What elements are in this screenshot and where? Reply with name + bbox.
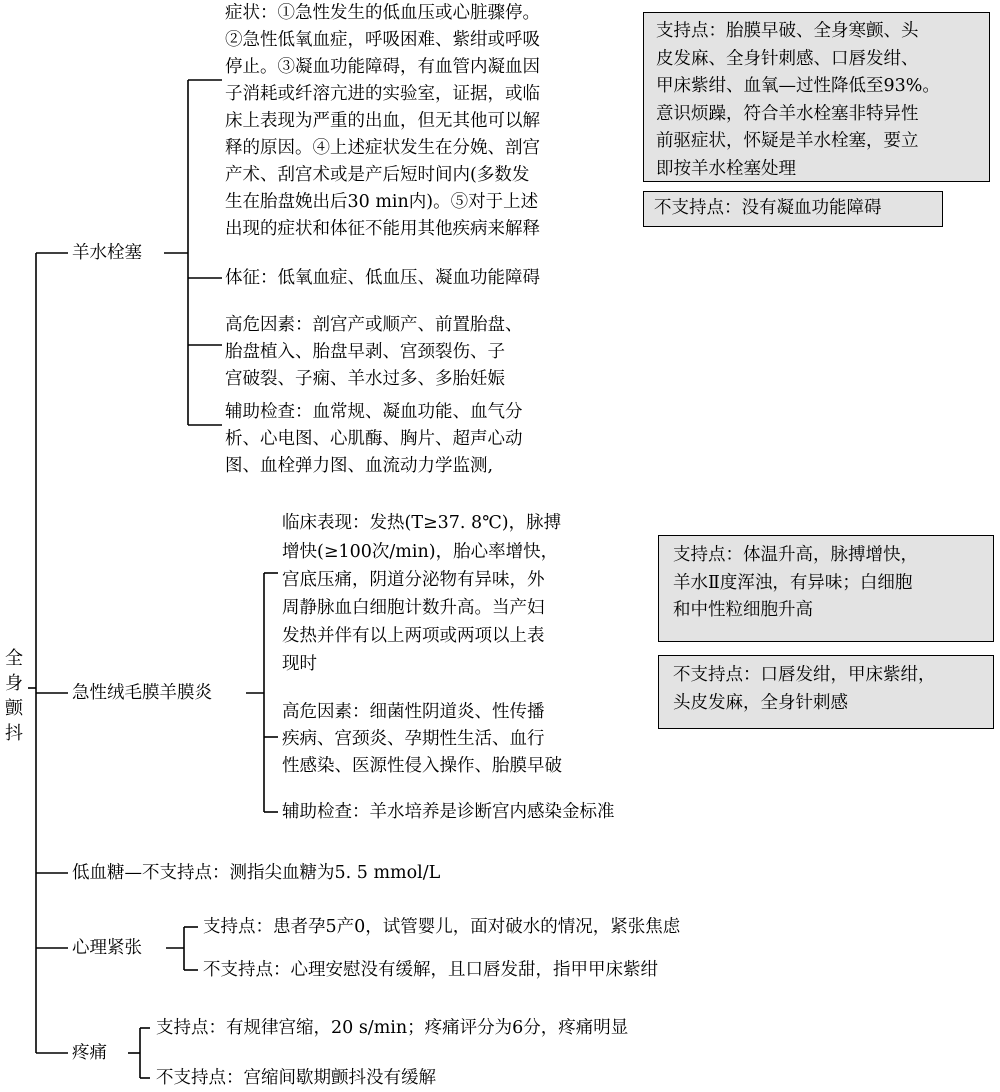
afe-support-line: 意识烦躁，符合羊水栓塞非特异性 (656, 103, 919, 124)
afe-support-line: 即按羊水栓塞处理 (656, 158, 796, 179)
afe-nonsupport-box (643, 191, 943, 227)
afe-support-line: 前驱症状，怀疑是羊水栓塞，要立 (656, 131, 919, 151)
chorio-support-line: 和中性粒细胞升高 (673, 600, 813, 620)
afe-symptoms-line: 释的原因。④上述症状发生在分娩、剖宫 (225, 138, 540, 158)
chorio-clinical-line: 宫底压痛，阴道分泌物有异味，外 (282, 570, 545, 590)
afe-support-line: 支持点：胎膜早破、全身寒颤、头 (656, 21, 919, 41)
afe-symptoms-line: ②急性低氧血症，呼吸困难、紫绀或呼吸 (225, 30, 540, 50)
afe-aux-line: 图、血栓弹力图、血流动力学监测, (225, 456, 494, 476)
chorio-nonsupport-line: 头皮发麻，全身针刺感 (673, 692, 848, 713)
pain-nonsupport: 不支持点：宫缩间歇期颤抖没有缓解 (156, 1068, 436, 1088)
chorio-support-line: 支持点：体温升高，脉搏增快， (673, 545, 918, 565)
node-amniotic-embolism: 羊水栓塞 (72, 243, 142, 263)
afe-support-line: 甲床紫绀、血氧—过性降低至93%。 (656, 76, 940, 96)
afe-support-box (643, 12, 990, 182)
root-node: 全身颤抖 (5, 648, 23, 744)
node-pain: 疼痛 (72, 1043, 107, 1063)
chorio-support-box (658, 535, 994, 642)
node-chorioamnionitis: 急性绒毛膜羊膜炎 (72, 683, 212, 703)
afe-symptoms-line: 床上表现为严重的出血，但无其他可以解 (225, 111, 540, 131)
afe-aux-line: 析、心电图、心肌酶、胸片、超声心动 (225, 429, 523, 449)
chorio-clinical-line: 现时 (282, 654, 317, 674)
chorio-risk-line: 性感染、医源性侵入操作、胎膜早破 (282, 756, 562, 776)
afe-symptoms-line: 症状：①急性发生的低血压或心脏骤停。 (225, 3, 540, 23)
chorio-risk-line: 高危因素：细菌性阴道炎、性传播 (282, 702, 545, 722)
node-hypoglycemia: 低血糖—不支持点：测指尖血糖为5. 5 mmol/L (72, 863, 441, 883)
afe-symptoms-line: 子消耗或纤溶亢进的实验室，证据，或临 (225, 84, 540, 104)
afe-nonsupport-text: 不支持点：没有凝血功能障碍 (654, 198, 882, 218)
stress-nonsupport: 不支持点：心理安慰没有缓解，且口唇发甜，指甲甲床紫绀 (203, 960, 658, 980)
afe-symptoms-line: 生在胎盘娩出后30 min内)。⑤对于上述 (225, 192, 539, 212)
afe-symptoms-line: 出现的症状和体征不能用其他疾病来解释 (225, 219, 540, 239)
afe-symptoms-line: 停止。③凝血功能障碍，有血管内凝血因 (225, 57, 540, 77)
afe-support-line: 皮发麻、全身针刺感、口唇发绀、 (656, 48, 919, 69)
chorio-nonsupport-box (658, 655, 994, 729)
stress-support: 支持点：患者孕5产0，试管婴儿，面对破水的情况，紧张焦虑 (203, 917, 681, 937)
chorio-clinical-line: 增快(≥100次/min)，胎心率增快， (282, 542, 559, 562)
chorio-clinical-line: 周静脉血白细胞计数升高。当产妇 (282, 598, 545, 618)
afe-risk-line: 胎盘植入、胎盘早剥、宫颈裂伤、子 (225, 342, 505, 362)
node-psychological-stress: 心理紧张 (72, 938, 142, 958)
chorio-aux-exam: 辅助检查：羊水培养是诊断宫内感染金标准 (282, 802, 615, 822)
afe-risk-line: 高危因素：剖宫产或顺产、前置胎盘、 (225, 315, 523, 335)
chorio-risk-line: 疾病、宫颈炎、孕期性生活、血行 (282, 729, 545, 749)
chorio-nonsupport-line: 不支持点：口唇发绀，甲床紫绀， (673, 665, 936, 685)
chorio-clinical-line: 发热并伴有以上两项或两项以上表 (282, 626, 545, 646)
afe-signs: 体征：低氧血症、低血压、凝血功能障碍 (225, 268, 540, 288)
afe-risk-line: 宫破裂、子痫、羊水过多、多胎妊娠 (225, 369, 505, 389)
afe-aux-line: 辅助检查：血常规、凝血功能、血气分 (225, 402, 523, 422)
afe-symptoms-line: 产术、刮宫术或是产后短时间内(多数发 (225, 165, 530, 185)
chorio-support-line: 羊水Ⅱ度浑浊，有异味；白细胞 (673, 572, 913, 593)
pain-support: 支持点：有规律宫缩，20 s/min；疼痛评分为6分，疼痛明显 (156, 1018, 629, 1038)
chorio-clinical-line: 临床表现：发热(T≥37. 8℃)，脉搏 (282, 513, 562, 533)
